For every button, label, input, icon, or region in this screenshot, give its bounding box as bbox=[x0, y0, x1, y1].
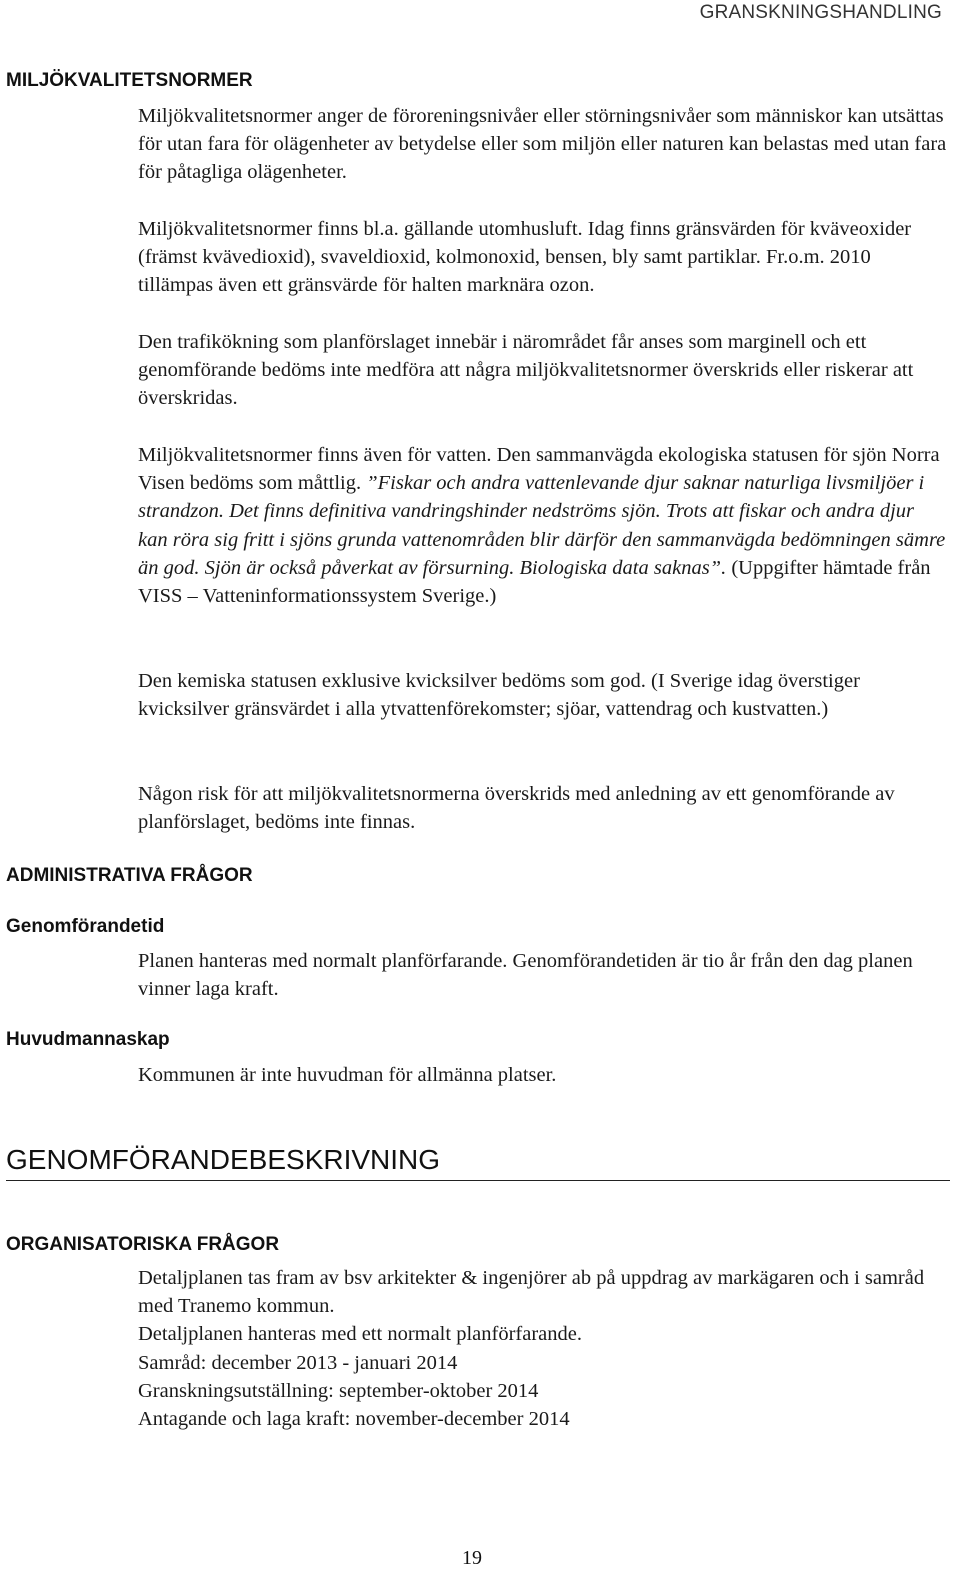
text-source: (Uppgifter hämtade från VISS – Vatteninformationssystem Sverige.) bbox=[138, 556, 931, 608]
paragraph-intro bbox=[138, 102, 948, 187]
paragraph-vatten bbox=[138, 441, 948, 610]
paragraph-huvudmannaskap bbox=[138, 1061, 948, 1089]
paragraph-utomhusluft bbox=[138, 215, 948, 300]
paragraph-text: Den kemiska statusen exklusive kvicksilver bedöms som god. (I Sverige idag överstiger kvicksilver gränsvärdet i alla ytvattenförekomster; sjöar, vattendrag och kustvatten.) bbox=[138, 670, 860, 721]
running-header: GRANSKNINGSHANDLING bbox=[699, 2, 942, 23]
paragraph-text: Miljökvalitetsnormer anger de föroreningsnivåer eller störningsnivåer som människor kan utsättas för utan fara för olägenheter av betydelse eller som miljön eller naturen kan belastas med utan fara för påtagliga olägenheter. bbox=[138, 105, 947, 184]
page-number: 19 bbox=[462, 1547, 482, 1569]
section-heading-genomforandebeskrivning: GENOMFÖRANDEBESKRIVNING bbox=[6, 1144, 441, 1175]
subheading-genomforandetid: Genomförandetid bbox=[6, 916, 165, 937]
paragraph-text: Miljökvalitetsnormer finns bl.a. gällande utomhusluft. Idag finns gränsvärden för kväveoxider (främst kvävedioxid), svaveldioxid, kolmonoxid, bensen, bly samt partiklar. Fr.o.m. 2010 tillämpas även ett gränsvärde för halten marknära ozon. bbox=[138, 218, 912, 297]
list-item: Antagande och laga kraft: november-december 2014 bbox=[138, 1408, 570, 1431]
organisatoriska-list bbox=[138, 1264, 948, 1433]
subheading-huvudmannaskap: Huvudmannaskap bbox=[6, 1029, 170, 1050]
list-item: Detaljplanen hanteras med ett normalt planförfarande. bbox=[138, 1323, 582, 1346]
paragraph-text bbox=[138, 441, 948, 610]
section-heading-administrativa-fragor: ADMINISTRATIVA FRÅGOR bbox=[6, 865, 253, 886]
list-item: Samråd: december 2013 - januari 2014 bbox=[138, 1351, 458, 1374]
text-normal: Miljökvalitetsnormer finns även för vatten. Den sammanvägda ekologiska statusen för sjön Norra Visen bedöms som måttlig. bbox=[138, 444, 940, 495]
paragraph-kemisk-status bbox=[138, 667, 948, 723]
paragraph-text: Den trafikökning som planförslaget innebär i närområdet får anses som marginell och ett genomförande bedöms inte medföra att några miljökvalitetsnormer överskrids eller riskerar att överskridas. bbox=[138, 331, 914, 410]
paragraph-trafikokning bbox=[138, 328, 948, 413]
paragraph-risk bbox=[138, 780, 948, 836]
heading-underline bbox=[6, 1180, 950, 1181]
paragraph-genomforandetid bbox=[138, 947, 948, 1003]
list-item: Detaljplanen tas fram av bsv arkitekter & ingenjörer ab på uppdrag av markägaren och i samråd med Tranemo kommun. bbox=[138, 1267, 925, 1318]
paragraph-text: Kommunen är inte huvudman för allmänna platser. bbox=[138, 1064, 557, 1086]
list-item: Granskningsutställning: september-oktober 2014 bbox=[138, 1379, 539, 1402]
paragraph-text: Planen hanteras med normalt planförfarande. Genomförandetiden är tio år från den dag planen vinner laga kraft. bbox=[138, 950, 913, 1001]
section-heading-organisatoriska-fragor: ORGANISATORISKA FRÅGOR bbox=[6, 1234, 280, 1255]
paragraph-text: Någon risk för att miljökvalitetsnormerna överskrids med anledning av ett genomförande av planförslaget, bedöms inte finnas. bbox=[138, 783, 895, 834]
section-heading-miljokvalitetsnormer: MILJÖKVALITETSNORMER bbox=[6, 70, 253, 91]
quote-italic: ”Fiskar och andra vattenlevande djur saknar naturliga livsmiljöer i strandzon. Det finns definitiva vandringshinder nedströms sjön. Trots att fiskar och andra djur kan röra sig fritt i sjöns grunda vattenområden blir därför den sammanvägda bedömningen sämre än god. Sjön är också påverkat av försurning. Biologiska data saknas”. bbox=[138, 472, 946, 579]
